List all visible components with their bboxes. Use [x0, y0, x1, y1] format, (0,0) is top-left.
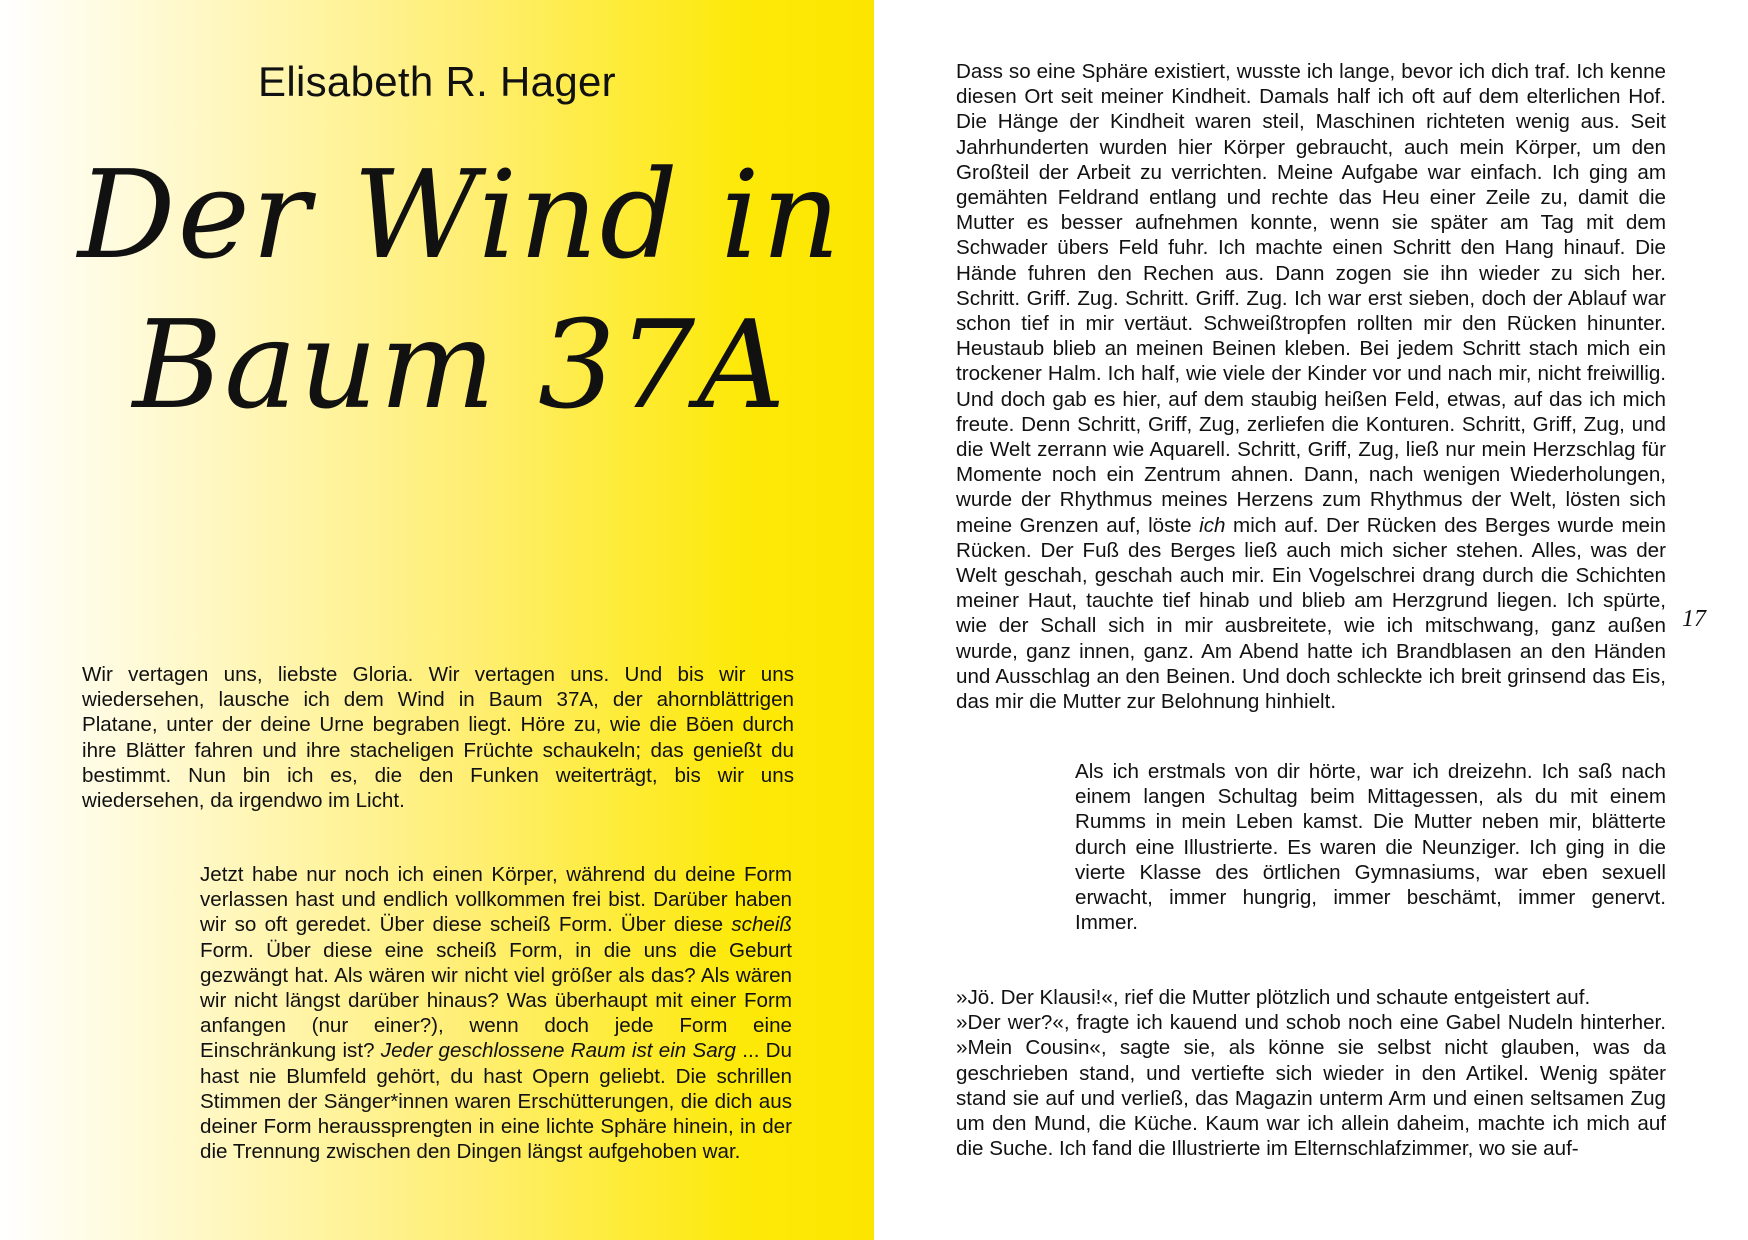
emphasis-text: Jeder geschlossene Raum ist ein Sarg [380, 1039, 736, 1063]
paragraph-text: Als ich erstmals von dir hörte, war ich dreizehn. Ich saß nach einem langen Schultag beim Mittagessen, als du mit einem Rumms in mein Leben kamst. Die Mutter neben mir, blätterte durch eine Illustrierte. Es waren die Neunziger. Ich ging in die vierte Klasse des örtlichen Gymnasiums, war eben sexuell erwacht, immer hungrig, immer beschämt, immer genervt. Immer. [1075, 760, 1666, 935]
text-run: Jetzt habe nur noch ich einen Körper, während du deine Form verlassen hast und endlich vollkommen frei bist. Darüber haben wir so oft geredet. Über diese scheiß Form. Über diese [200, 863, 792, 937]
paragraph-text: Wir vertagen uns, liebste Gloria. Wir vertagen uns. Und bis wir uns wiedersehen, lausche ich dem Wind in Baum 37A, der ahornblättrigen Platane, unter der deine Urne begraben liegt. Höre zu, wie die Böen durch ihre Blätter fahren und ihre stacheligen Früchte schaukeln; das genießt du bestimmt. Nun bin ich es, die den Funken weiterträgt, bis wir uns wiedersehen, da irgendwo im Licht. [82, 663, 794, 813]
text-run: Dass so eine Sphäre existiert, wusste ich lange, bevor ich dich traf. Ich kenne diesen Ort seit meiner Kindheit. Damals half ich oft auf dem elterlichen Hof. Die Hänge der Kindheit waren steil, Maschinen richteten wenig aus. Seit Jahrhunderten wurden hier Körper gebraucht, auch mein Körper, um den Großteil der Arbeit zu verrichten. Meine Aufgabe war einfach. Ich ging am gemähten Feldrand entlang und rechte das Heu einer Zeile zu, damit die Mutter es besser aufnehmen konnte, wenn sie später am Tag mit dem Schwader übers Feld fuhr. Ich machte einen Schritt den Hang hinauf. Die Hände fuhren den Rechen aus. Dann zogen sie ihn wieder zu sich her. Schritt. Griff. Zug. Schritt. Griff. Zug. Ich war erst sieben, doch der Ablauf war schon tief in mir vertäut. Schweißtropfen rollten mir den Rücken hinunter. Heustaub blieb an meinen Beinen kleben. Bei jedem Schritt stach mich ein trockener Halm. Ich half, wie viele der Kinder vor und nach mir, nicht freiwillig. Und doch gab es hier, auf dem staubig heißen Feld, etwas, auf das ich mich freute. Denn Schritt, Griff, Zug, zerliefen die Konturen. Schritt, Griff, Zug, und die Welt zerrann wie Aquarell. Schritt, Griff, Zug, ließ nur mein Herzschlag für Momente noch ein Zentrum ahnen. Dann, nach wenigen Wiederholungen, wurde der Rhythmus meines Herzens zum Rhythmus der Welt, lösten sich meine Grenzen auf, löste [956, 60, 1666, 537]
title-line-1: Der Wind in [77, 144, 843, 286]
dialogue-line: »Jö. Der Klausi!«, rief die Mutter plötzlich und schaute entgeistert auf. [956, 986, 1591, 1009]
author-name: Elisabeth R. Hager [258, 58, 616, 105]
paragraph-text [200, 862, 792, 1164]
story-title [60, 140, 860, 440]
paragraph-text [956, 59, 1666, 714]
right-paragraph-2 [1075, 759, 1666, 935]
paragraph-text: »Der wer?«, fragte ich kauend und schob noch eine Gabel Nudeln hinterher. »Mein Cousin«, sagte sie, als könne sie selbst nicht glauben, was da geschrieben stand, und vertiefte sich wieder in den Artikel. Wenig später stand sie auf und verließ, das Magazin unterm Arm und einen seltsamen Zug um den Mund, die Küche. Kaum war ich allein daheim, machte ich mich auf die Suche. Ich fand die Illustrierte im Elternschlafzimmer, wo sie auf- [956, 1011, 1666, 1161]
opening-paragraph [82, 662, 794, 813]
title-line-2: Baum 37A [132, 294, 788, 436]
page-number: 17 [1682, 606, 1706, 632]
text-run: mich auf. Der Rücken des Berges wurde mein Rücken. Der Fuß des Berges ließ auch mich sicher stehen. Alles, was der Welt geschah, geschah auch mir. Ein Vogelschrei drang durch die Schichten meiner Haut, tauchte tief hinab und blieb am Herzgrund liegen. Ich spürte, wie der Schall sich in mir ausbreitete, wie ich mitschwang, ganz außen wurde, ganz innen, ganz. Am Abend hatte ich Brandblasen an den Händen und Ausschlag an den Beinen. Und doch schleckte ich breit grinsend das Eis, das mir die Mutter zur Belohnung hinhielt. [956, 513, 1666, 714]
text-run: ... Du hast nie Blumfeld gehört, du hast Opern geliebt. Die schrillen Stimmen der Sänger*innen waren Erschütterungen, die dich aus deiner Form heraussprengten in eine lichte Sphäre hinein, in der die Trennung zwischen den Dingen längst aufgehoben war. [200, 1039, 792, 1164]
right-paragraph-3 [956, 985, 1666, 1161]
emphasis-text: ich [1199, 513, 1226, 537]
text-run: Form. Über diese eine scheiß Form, in die uns die Geburt gezwängt hat. Als wären wir nicht viel größer als das? Als wären wir nicht längst darüber hinaus? Was überhaupt mit einer Form anfangen (nur einer?), wenn doch jede Form eine Einschränkung ist? [200, 938, 792, 1063]
right-paragraph-1 [956, 59, 1666, 714]
emphasis-text: scheiß [731, 913, 792, 937]
indented-paragraph [200, 862, 792, 1164]
